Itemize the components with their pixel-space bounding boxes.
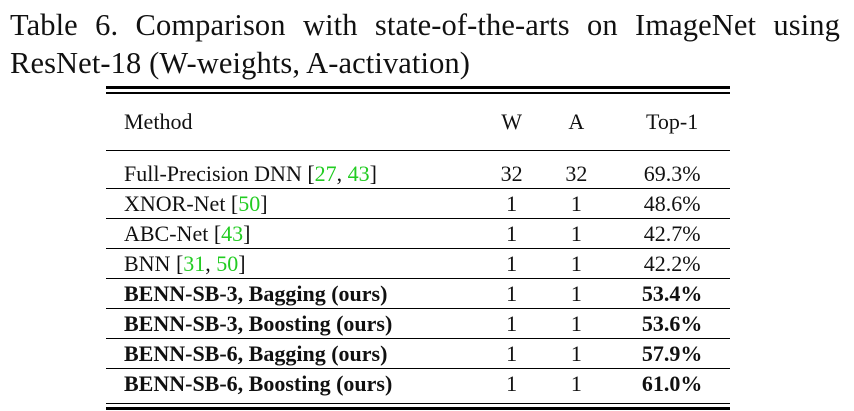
top1-cell: 69.3% [614, 150, 730, 188]
method-cell: BENN-SB-3, Bagging (ours) [106, 278, 485, 308]
method-cell: BENN-SB-3, Boosting (ours) [106, 308, 485, 338]
a-cell: 1 [538, 248, 614, 278]
header-a: A [538, 94, 614, 151]
table-row [106, 150, 730, 188]
top1-cell: 57.9% [614, 338, 730, 368]
w-cell: 1 [506, 370, 518, 396]
citation-link[interactable]: 50 [238, 190, 261, 216]
w-cell: 32 [485, 150, 539, 188]
a-cell: 1 [538, 308, 614, 338]
a-cell: 1 [538, 218, 614, 248]
method-cell: BENN-SB-6, Boosting (ours) [124, 370, 393, 396]
table-row [106, 308, 730, 338]
header-w: W [485, 94, 539, 151]
caption-line-1: Table 6. Comparison with state-of-the-arts on ImageNet using [10, 8, 840, 42]
table-row [106, 278, 730, 308]
w-cell: 1 [485, 248, 539, 278]
citation-link[interactable]: 31 [183, 250, 206, 276]
header-top1: Top-1 [614, 94, 730, 151]
caption-line-2: ResNet-18 (W-weights, A-activation) [10, 46, 471, 80]
w-cell: 1 [485, 218, 539, 248]
top1-cell: 42.2% [614, 248, 730, 278]
a-cell: 32 [538, 150, 614, 188]
comparison-table [106, 94, 730, 398]
a-cell: 1 [538, 278, 614, 308]
a-cell: 1 [538, 338, 614, 368]
w-cell: 1 [485, 308, 539, 338]
top1-cell: 61.0% [641, 370, 703, 396]
method-cell: BNN [31, 50] [106, 248, 485, 278]
results-table [106, 86, 730, 410]
table-caption [10, 6, 840, 82]
a-cell: 1 [570, 370, 582, 396]
table-header-row [106, 94, 730, 151]
table-row [106, 218, 730, 248]
top1-cell: 53.4% [614, 278, 730, 308]
method-cell: ABC-Net [43] [106, 218, 485, 248]
method-cell: Full-Precision DNN [27, 43] [106, 150, 485, 188]
top1-cell: 53.6% [614, 308, 730, 338]
a-cell: 1 [538, 188, 614, 218]
header-method: Method [106, 94, 485, 151]
method-cell: XNOR-Net [50] [106, 188, 485, 218]
top1-cell: 48.6% [614, 188, 730, 218]
bottom-rule-thick [106, 407, 730, 410]
citation-link[interactable]: 50 [216, 250, 239, 276]
top1-cell: 42.7% [614, 218, 730, 248]
w-cell: 1 [485, 188, 539, 218]
w-cell: 1 [485, 338, 539, 368]
citation-link[interactable]: 43 [347, 160, 370, 186]
table-row [106, 338, 730, 368]
method-cell: BENN-SB-6, Bagging (ours) [106, 338, 485, 368]
table-row [106, 188, 730, 218]
citation-link[interactable]: 27 [314, 160, 337, 186]
table-row [106, 248, 730, 278]
table-row [106, 368, 730, 398]
w-cell: 1 [485, 278, 539, 308]
citation-link[interactable]: 43 [221, 220, 244, 246]
